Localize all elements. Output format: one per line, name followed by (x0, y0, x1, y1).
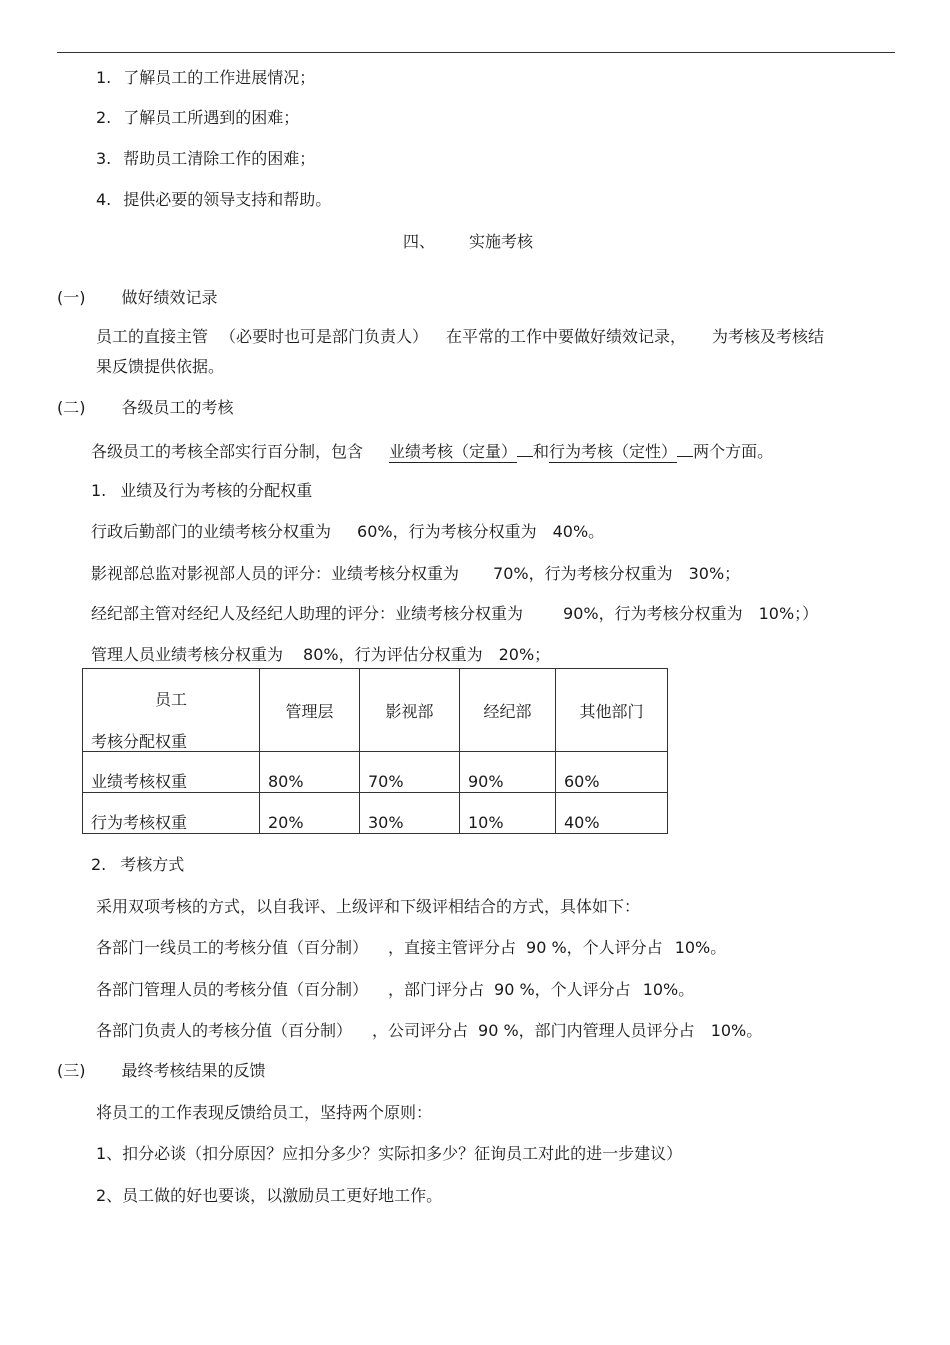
text-span: 行政后勤部门的业绩考核分权重为 (91, 522, 332, 541)
table-header-cell: 管理层 (260, 669, 360, 752)
text-span: 各部门管理人员的考核分值（百分制） (96, 980, 369, 999)
table-header-cell: 其他部门 (556, 669, 668, 752)
list-item (96, 67, 315, 89)
cell-text: 30% (368, 813, 404, 832)
table-cell (556, 793, 668, 834)
subsection-title: 最终考核结果的反馈 (121, 1061, 266, 1080)
text-span: 10%。 (642, 980, 695, 999)
weight-line (91, 644, 550, 666)
underline-gap (517, 439, 533, 457)
text-span: 20%； (498, 645, 551, 664)
text-span: ，部门评分占 (388, 980, 485, 999)
paragraph-continuation: 果反馈提供依据。 (96, 357, 225, 376)
underlined-term: 行为考核（定性） (549, 442, 678, 461)
principle-item: 2、员工做的好也要谈，以激励员工更好地工作。 (96, 1186, 443, 1205)
text-span: 90 %，个人评分占 (526, 938, 663, 957)
table-row-label (83, 752, 260, 793)
item-number: 1. (91, 481, 107, 500)
underlined-term: 业绩考核（定量） (389, 442, 518, 461)
paragraph (91, 439, 773, 463)
text-span: 70%，行为考核分权重为 (493, 564, 673, 583)
cell-text: 60% (564, 772, 600, 791)
numbered-heading (91, 854, 184, 876)
text-span: ，直接主管评分占 (388, 938, 517, 957)
item-title: 业绩及行为考核的分配权重 (120, 481, 313, 500)
table-cell (260, 793, 360, 834)
table-corner-cell (83, 669, 260, 752)
list-item (96, 189, 331, 211)
text-span: 和 (533, 442, 550, 461)
table-header-cell: 经纪部 (460, 669, 556, 752)
text-span: ，公司评分占 (372, 1021, 469, 1040)
text-span: 10%。 (710, 1021, 763, 1040)
section-number: 四、 (403, 232, 436, 251)
list-item-number: 1. (96, 68, 112, 87)
method-line (96, 979, 694, 1001)
cell-text: 90% (468, 772, 504, 791)
weight-line (91, 521, 604, 543)
text-span: 管理人员业绩考核分权重为 (91, 645, 284, 664)
table-row (83, 793, 668, 834)
text-span: 60%，行为考核分权重为 (357, 522, 537, 541)
subsection-label: (一) (57, 288, 86, 307)
list-item-number: 3. (96, 149, 112, 168)
text-span: 各部门一线员工的考核分值（百分制） (96, 938, 369, 957)
text-span: 90 %，部门内管理人员评分占 (478, 1021, 695, 1040)
text-span: 30%； (688, 564, 741, 583)
weight-line (91, 603, 818, 625)
text-span: 10%；） (758, 604, 819, 623)
subsection-heading (57, 287, 218, 309)
cell-text: 80% (268, 772, 304, 791)
text-span: 80%，行为评估分权重为 (303, 645, 483, 664)
text-span: 90 %，个人评分占 (494, 980, 631, 999)
list-item (96, 148, 315, 170)
numbered-heading (91, 480, 312, 502)
table-cell (460, 752, 556, 793)
method-line (96, 1020, 762, 1042)
table-cell (360, 793, 460, 834)
principle-item: 1、扣分必谈（扣分原因？应扣分多少？实际扣多少？征询员工对此的进一步建议） (96, 1144, 683, 1163)
table-header-row (83, 669, 668, 752)
method-line (96, 937, 726, 959)
subsection-title: 做好绩效记录 (121, 288, 218, 307)
subsection-label: (二) (57, 398, 86, 417)
cell-text: 行为考核权重 (91, 813, 188, 832)
text-span: 在平常的工作中要做好绩效记录， (446, 327, 687, 346)
subsection-title: 各级员工的考核 (121, 398, 234, 417)
text-span: 两个方面。 (693, 442, 774, 461)
table-row (83, 752, 668, 793)
subsection-heading (57, 397, 234, 419)
underline-gap (677, 439, 693, 457)
item-number: 2. (91, 855, 107, 874)
subsection-heading (57, 1060, 266, 1082)
corner-top-label: 员工 (154, 690, 187, 709)
list-item-text: 了解员工的工作进展情况； (123, 68, 316, 87)
subsection-label: (三) (57, 1061, 86, 1080)
text-span: （必要时也可是部门负责人） (220, 327, 429, 346)
list-item-text: 帮助员工清除工作的困难； (123, 149, 316, 168)
weight-line (91, 563, 740, 585)
list-item-text: 了解员工所遇到的困难； (123, 108, 300, 127)
text-span: 各部门负责人的考核分值（百分制） (96, 1021, 353, 1040)
list-item-text: 提供必要的领导支持和帮助。 (123, 190, 332, 209)
item-title: 考核方式 (120, 855, 185, 874)
paragraph (96, 326, 824, 348)
text-span: 90%，行为考核分权重为 (563, 604, 743, 623)
cell-text: 70% (368, 772, 404, 791)
cell-text: 业绩考核权重 (91, 772, 188, 791)
weight-table (82, 668, 668, 834)
cell-text: 40% (564, 813, 600, 832)
text-span: 40%。 (552, 522, 605, 541)
text-span: 为考核及考核结 (712, 327, 825, 346)
list-item-number: 2. (96, 108, 112, 127)
paragraph: 采用双项考核的方式，以自我评、上级评和下级评相结合的方式，具体如下： (96, 897, 641, 916)
table-cell (460, 793, 556, 834)
list-item (96, 107, 299, 129)
table-cell (360, 752, 460, 793)
text-span: 影视部总监对影视部人员的评分：业绩考核分权重为 (91, 564, 460, 583)
table-header-cell: 影视部 (360, 669, 460, 752)
table-cell (260, 752, 360, 793)
corner-bottom-label: 考核分配权重 (91, 732, 188, 751)
list-item-number: 4. (96, 190, 112, 209)
paragraph: 将员工的工作表现反馈给员工，坚持两个原则： (96, 1103, 433, 1122)
section-title-text: 实施考核 (469, 232, 534, 251)
cell-text: 20% (268, 813, 304, 832)
text-span: 经纪部主管对经纪人及经纪人助理的评分：业绩考核分权重为 (91, 604, 524, 623)
table-row-label (83, 793, 260, 834)
text-span: 10%。 (674, 938, 727, 957)
text-span: 各级员工的考核全部实行百分制，包含 (91, 442, 364, 461)
cell-text: 10% (468, 813, 504, 832)
table-cell (556, 752, 668, 793)
section-title (403, 231, 533, 253)
header-rule (57, 52, 895, 53)
text-span: 员工的直接主管 (96, 327, 209, 346)
